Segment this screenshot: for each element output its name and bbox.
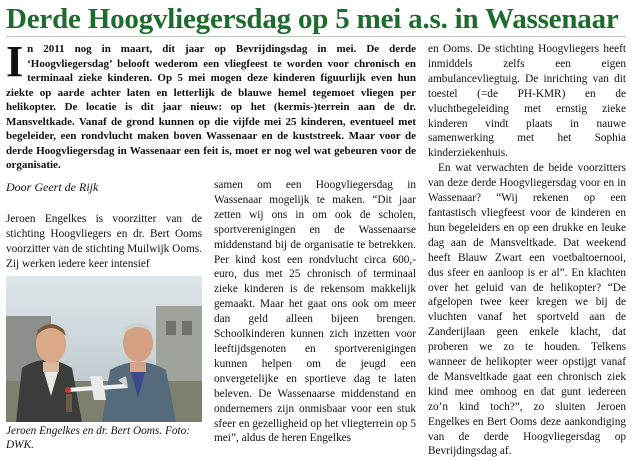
headline-rule (6, 36, 626, 37)
column-3-paragraph-2: En wat verwachten de beide voorzitters van deze derde Hoogvliegersdag voor en in Wassenaar? “Wij rekenen op een fantastisch vliegfeest voor de kinderen en hun begeleiders en op een drukke en leuke dag aan de Mansveltkade. Dat weekend heeft Blauw Zwart een voetbaltoernooi, dus sfeer en aanloop is er al”. En klachten over het geluid van de helikopter? “De afgelopen twee keer kregen we bij de vluchten vanaf het sportveld aan de Zanderijlaan geen enkele klacht, dat proberen we zo te houden. Telkens wanneer de helikopter weer opstijgt vanaf de Mansveltkade gaat een chronisch ziek kind mee omhoog en dat gunt iedereen zo’n kind toch?”, zo sluiten Jeroen Engelkes en Bert Ooms deze aankondiging van de derde Hoogvliegersdag op Bevrijdingsdag af. (428, 162, 626, 458)
photo-two-men-with-airplane-model (6, 276, 202, 422)
column-3-text (428, 42, 626, 459)
lead-paragraph (6, 37, 416, 173)
photo-caption: Jeroen Engelkes en dr. Bert Ooms. Foto: DWK. (6, 425, 191, 451)
article-headline: Derde Hoogvliegersdag op 5 mei a.s. in Wassenaar (6, 3, 619, 35)
column-1-text: Jeroen Engelkes is voorzitter van de stichting Hoogvliegers en dr. Bert Ooms voorzitter van de stichting Muilwijk Ooms. Zij werken iedere keer intensief (6, 213, 202, 270)
drop-cap: I (6, 37, 24, 86)
column-3-paragraph-1: en Ooms. De stichting Hoogvliegers heeft inmiddels zelfs een eigen ambulancevliegtuig. De inrichting van dit toestel (=de PH-KMR) en de vluchtbegeleiding met ernstig zieke kinderen vindt plaats in nauwe samenwerking met het Sophia kinderziekenhuis. (428, 43, 626, 160)
byline: Door Geert de Rijk (6, 180, 99, 194)
column-2-text: samen om een Hoogvliegersdag in Wassenaar mogelijk te maken. “Dit jaar zetten wij ons in om ook de scholen, sportverenigingen en de Wassenaarse middenstand bij de organisatie te betrekken. Per kind kost een rondvlucht circa 600,- euro, dus met 25 chronisch of terminaal zieke kinderen is de rekensom makkelijk gemaakt. Maar het gaat ons ook om meer dan geld alleen bijeen brengen. Schoolkinderen kunnen zich inzetten voor leeftijdsgenoten en sportverenigingen kunnen helpen om de jeugd een onvergetelijke en sportieve dag te laten beleven. De Wassenaarse middenstand en ondernemers zijn onmisbaar voor een stuk sfeer en gezelligheid op het vliegterrein op 5 mei”, aldus de heren Engelkes (214, 179, 416, 445)
lead-text: n 2011 nog in maart, dit jaar op Bevrijdingsdag in mei. De derde ‘Hoogvliegersdag’ belooft wederom een vliegfeest te worden voor chronisch en terminaal zieke kinderen. Op 5 mei mogen deze kinderen figuurlijk even hun ziekte op aarde achter laten en letterlijk de blauwe hemel tegemoet vliegen per helikopter. De locatie is dit jaar nieuw: op het (kermis-)terrein aan de dr. Mansveltkade. Vanaf de grond kunnen op die vijfde mei 25 kinderen, eventueel met begeleider, een rondvlucht maken boven Wassenaar en de kuststreek. Maar voor de derde Hoogvliegersdag in Wassenaar een feit is, moet er nog wel wat gebeuren voor de organisatie. (6, 43, 416, 171)
article-photo (6, 276, 202, 422)
